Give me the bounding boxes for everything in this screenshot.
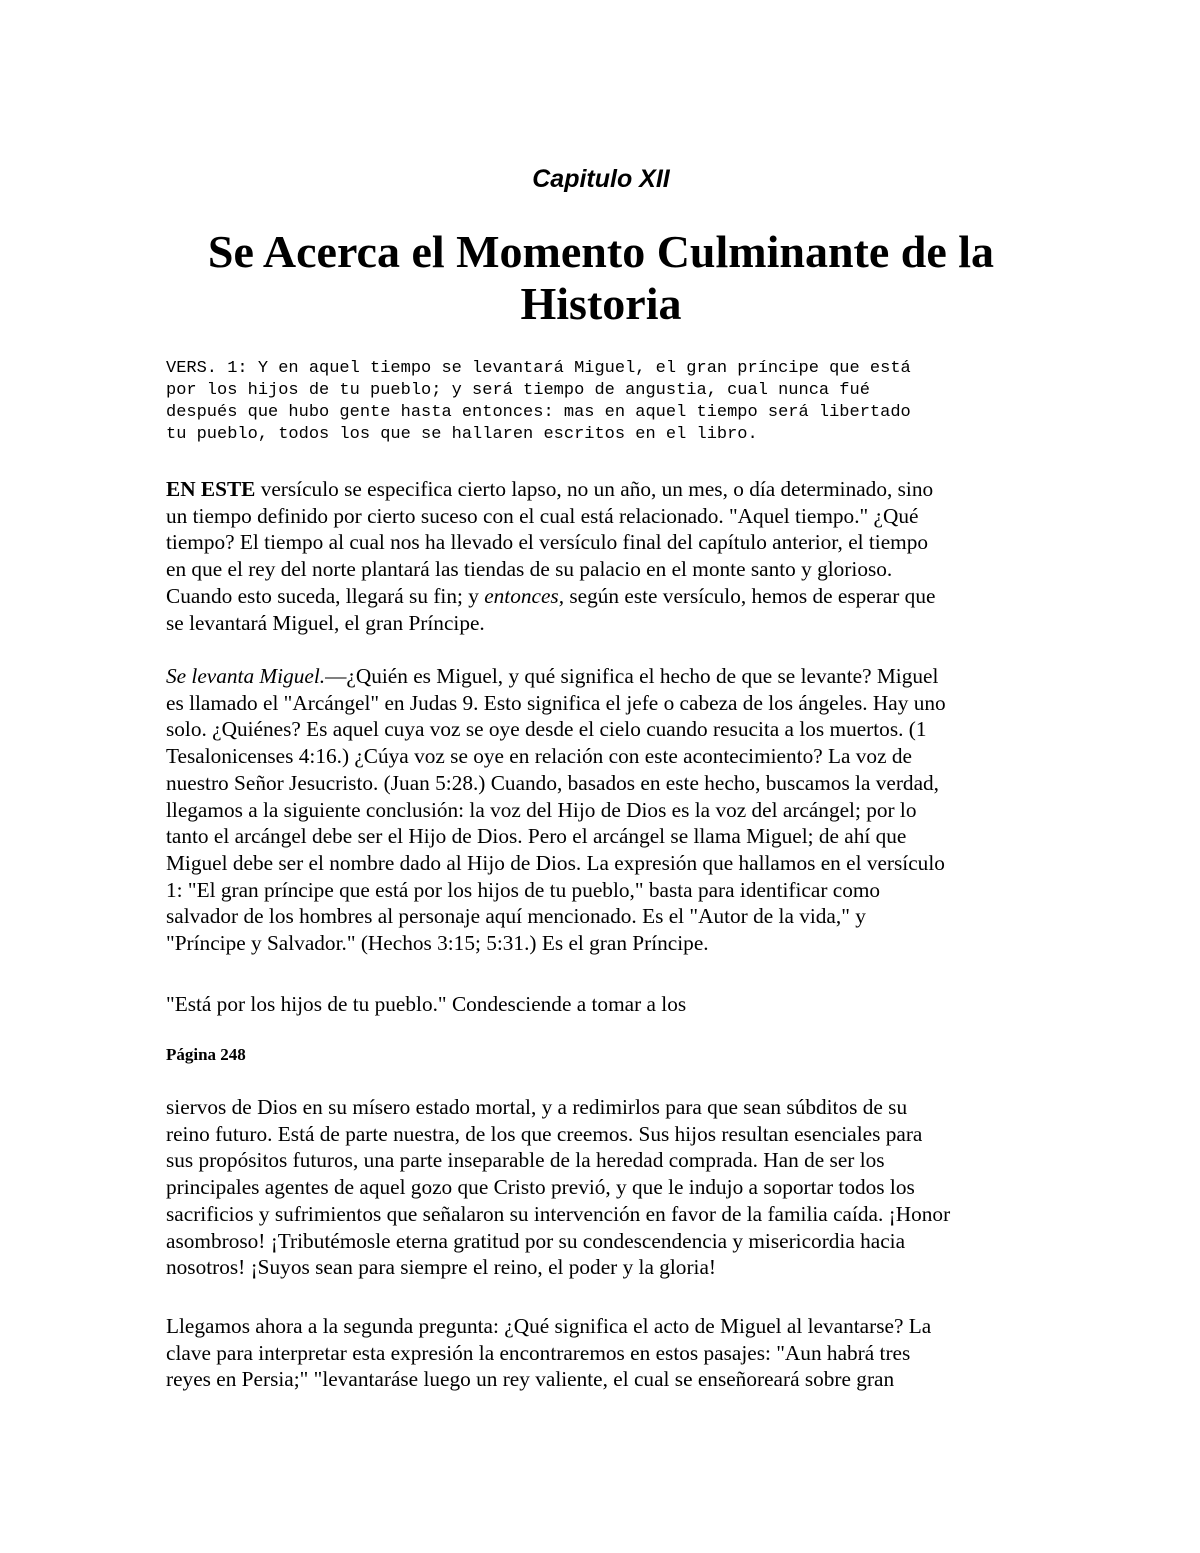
paragraph-line: Tesalonicenses 4:16.) ¿Cúya voz se oye en relación con este acontecimiento? La voz de: [166, 744, 912, 769]
paragraph-line: siervos de Dios en su mísero estado mortal, y a redimirlos para que sean súbditos de su: [166, 1095, 908, 1119]
paragraph: [166, 991, 1036, 1018]
paragraph-line: reino futuro. Está de parte nuestra, de los que creemos. Sus hijos resultan esenciales para: [166, 1121, 923, 1146]
chapter-title-line: Historia: [520, 278, 682, 329]
chapter-label: Capitulo XII: [532, 165, 670, 193]
paragraph-line: "Príncipe y Salvador." (Hechos 3:15; 5:31.) Es el gran Príncipe.: [166, 931, 709, 956]
paragraph-line: reyes en Persia;" "levantaráse luego un rey valiente, el cual se enseñoreará sobre gran: [166, 1367, 895, 1392]
paragraph-line: nuestro Señor Jesucristo. (Juan 5:28.) Cuando, basados en este hecho, buscamos la verdad,: [166, 770, 940, 795]
chapter-title: [166, 226, 1036, 330]
paragraph-line: se levantará Miguel, el gran Príncipe.: [166, 610, 485, 635]
paragraph: [166, 1313, 1036, 1393]
paragraph-line: Cuando esto suceda, llegará su fin; y entonces, según este versículo, hemos de esperar que: [166, 583, 936, 608]
paragraph: [166, 476, 1036, 636]
paragraph-line: salvador de los hombres al personaje aquí mencionado. Es el "Autor de la vida," y: [166, 904, 866, 929]
paragraph-line: 1: "El gran príncipe que está por los hijos de tu pueblo," basta para identificar como: [166, 877, 881, 902]
chapter-title-line: Se Acerca el Momento Culminante de la: [207, 226, 995, 277]
paragraph: [166, 663, 1036, 957]
paragraph-line: asombroso! ¡Tributémosle eterna gratitud por su condescendencia y misericordia hacia: [166, 1228, 906, 1253]
paragraph-line: Se levanta Miguel.—¿Quién es Miguel, y qué significa el hecho de que se levante? Miguel: [166, 664, 939, 688]
paragraph-line: sus propósitos futuros, una parte inseparable de la heredad comprada. Han de ser los: [166, 1148, 885, 1173]
paragraph-lead: Se levanta Miguel.: [166, 664, 326, 688]
paragraph-line: en que el rey del norte plantará las tiendas de su palacio en el monte santo y glorioso.: [166, 557, 893, 582]
paragraph-line: es llamado el "Arcángel" en Judas 9. Esto significa el jefe o cabeza de los ángeles. Hay uno: [166, 690, 946, 715]
paragraph-line: Miguel debe ser el nombre dado al Hijo de Dios. La expresión que hallamos en el versículo: [166, 850, 945, 875]
paragraph-line: nosotros! ¡Suyos sean para siempre el reino, el poder y la gloria!: [166, 1255, 717, 1280]
paragraph-line: principales agentes de aquel gozo que Cristo previó, y que le indujo a soportar todos los: [166, 1175, 915, 1200]
paragraph-line: llegamos a la siguiente conclusión: la voz del Hijo de Dios es la voz del arcángel; por lo: [166, 797, 917, 822]
verse-quote: VERS. 1: Y en aquel tiempo se levantará Miguel, el gran príncipe que está por los hijos de tu pueblo; y será tiempo de angustia, cual nunca fué después que hubo gente hasta entonces: mas en aquel tiempo será libertado tu pueblo, todos los que se hallaren escritos en el libro.: [166, 359, 911, 444]
paragraph-line: clave para interpretar esta expresión la encontraremos en estos pasajes: "Aun habrá tres: [166, 1340, 911, 1365]
paragraph-line: solo. ¿Quiénes? Es aquel cuya voz se oye desde el cielo cuando resucita a los muertos. (1: [166, 717, 927, 742]
paragraph-lead: EN ESTE: [166, 477, 256, 501]
emphasis: entonces,: [484, 583, 565, 608]
paragraph: [166, 1094, 1036, 1281]
paragraph-line: tanto el arcángel debe ser el Hijo de Dios. Pero el arcángel se llama Miguel; de ahí que: [166, 824, 907, 849]
paragraph-line: Llegamos ahora a la segunda pregunta: ¿Qué significa el acto de Miguel al levantarse? La: [166, 1314, 932, 1338]
paragraph-line: EN ESTE versículo se especifica cierto lapso, no un año, un mes, o día determinado, sino: [166, 477, 934, 501]
paragraph-line: sacrificios y sufrimientos que señalaron su intervención en favor de la familia caída. ¡Honor: [166, 1201, 951, 1226]
paragraph-line: un tiempo definido por cierto suceso con el cual está relacionado. "Aquel tiempo." ¿Qué: [166, 503, 919, 528]
paragraph-line: "Está por los hijos de tu pueblo." Condesciende a tomar a los: [166, 992, 687, 1016]
paragraph-line: tiempo? El tiempo al cual nos ha llevado el versículo final del capítulo anterior, el tiempo: [166, 530, 929, 555]
page-number-marker: Página 248: [166, 1045, 246, 1064]
